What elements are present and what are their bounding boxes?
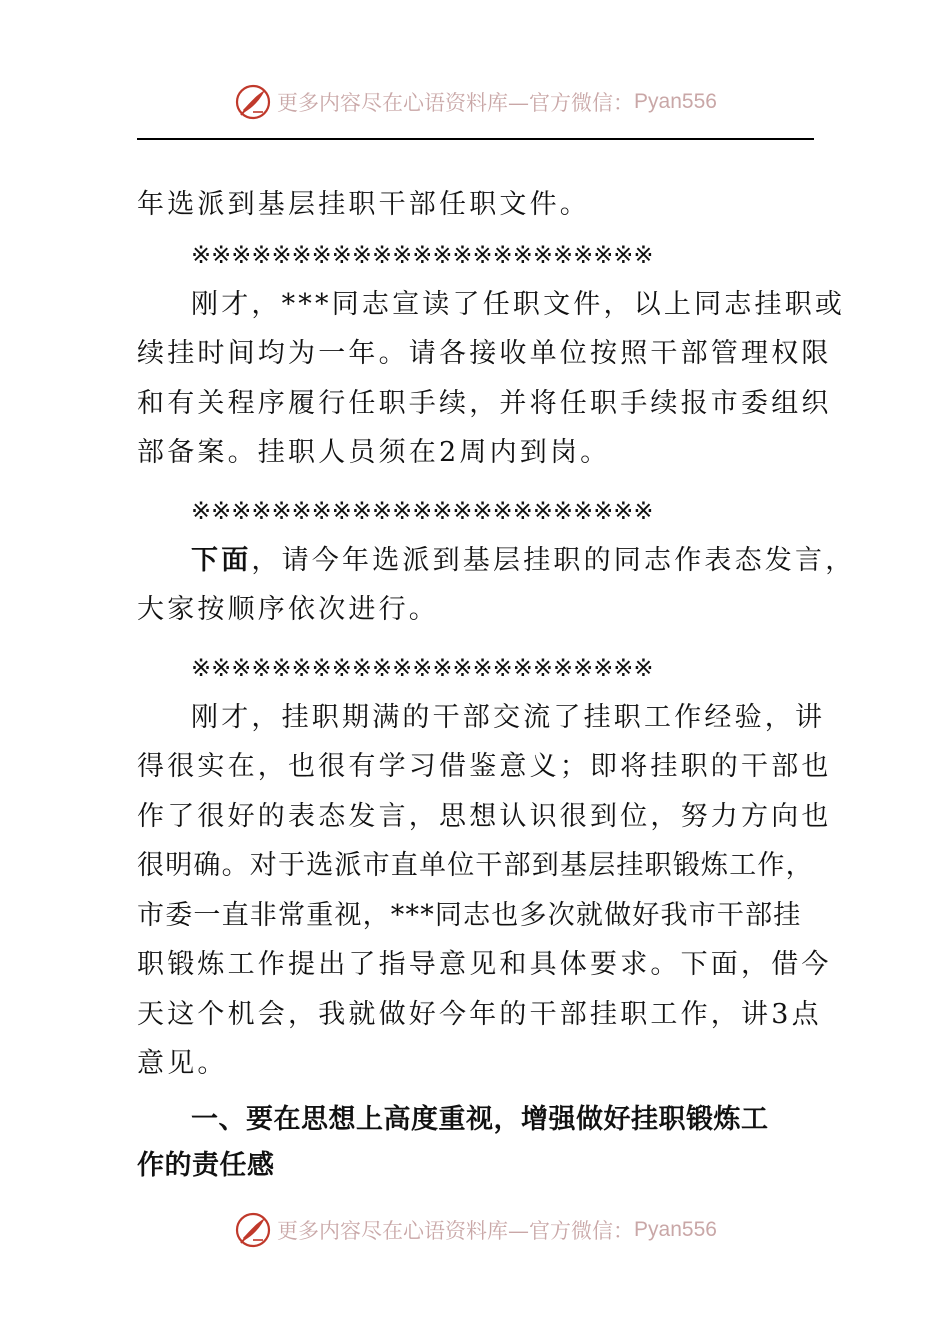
quill-pen-logo-icon bbox=[233, 82, 273, 122]
body-line: 很明确。对于选派市直单位干部到基层挂职锻炼工作， bbox=[137, 850, 814, 881]
body-line: 部备案。挂职人员须在2周内到岗。 bbox=[137, 437, 611, 468]
banner-text: 更多内容尽在心语资料库—官方微信： bbox=[277, 1219, 635, 1243]
body-line bbox=[137, 536, 856, 586]
body-line: 刚才，***同志宣读了任职文件，以上同志挂职或 bbox=[191, 288, 846, 320]
footer-watermark-banner bbox=[0, 1208, 950, 1252]
quill-pen-logo-icon bbox=[233, 1210, 273, 1250]
document-body bbox=[137, 180, 856, 1189]
separator-stars: ※※※※※※※※※※※※※※※※※※※※※※※ bbox=[191, 496, 654, 525]
section-heading-continued: 作的责任感 bbox=[137, 1149, 275, 1181]
body-line: 年选派到基层挂职干部任职文件。 bbox=[137, 189, 590, 220]
section-heading: 一、要在思想上高度重视，增强做好挂职锻炼工 bbox=[191, 1103, 769, 1135]
header-divider bbox=[137, 138, 814, 140]
body-line: 天这个机会，我就做好今年的干部挂职工作，讲3点 bbox=[137, 998, 822, 1030]
header-watermark-banner bbox=[0, 80, 950, 124]
body-line: 意见。 bbox=[137, 1048, 228, 1079]
body-line: 职锻炼工作提出了指导意见和具体要求。下面，借今 bbox=[137, 949, 832, 980]
bold-lead-text: 下面 bbox=[191, 544, 252, 576]
body-line: 刚才，挂职期满的干部交流了挂职工作经验，讲 bbox=[191, 701, 826, 733]
body-line: 和有关程序履行任职手续，并将任职手续报市委组织 bbox=[137, 387, 832, 419]
banner-wechat-id: Pyan556 bbox=[634, 1218, 717, 1241]
banner-wechat-id: Pyan556 bbox=[634, 90, 717, 113]
body-line: 市委一直非常重视，***同志也多次就做好我市干部挂 bbox=[137, 899, 802, 931]
body-line: 大家按顺序依次进行。 bbox=[137, 594, 439, 625]
body-line: 得很实在，也很有学习借鉴意义；即将挂职的干部也 bbox=[137, 751, 832, 782]
body-line-rest: ，请今年选派到基层挂职的同志作表态发言， bbox=[251, 544, 856, 576]
separator-stars: ※※※※※※※※※※※※※※※※※※※※※※※ bbox=[191, 240, 654, 269]
body-line: 作了很好的表态发言，思想认识很到位，努力方向也 bbox=[137, 800, 832, 832]
banner-text: 更多内容尽在心语资料库—官方微信： bbox=[277, 91, 635, 115]
separator-stars: ※※※※※※※※※※※※※※※※※※※※※※※ bbox=[191, 653, 654, 682]
body-line: 续挂时间均为一年。请各接收单位按照干部管理权限 bbox=[137, 338, 832, 369]
